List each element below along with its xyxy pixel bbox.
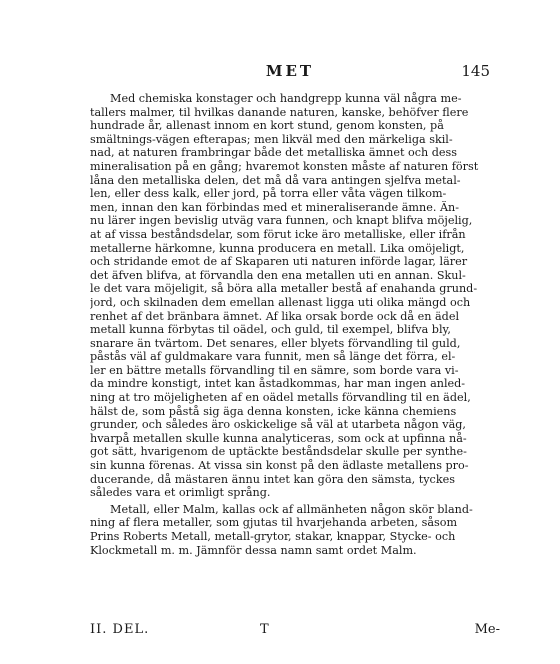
running-head: MET	[265, 62, 315, 80]
text-line: hälst de, som påstå sig äga denna konsten, icke känna chemiens	[90, 404, 457, 418]
text-line: le det vara möjeligit, så böra alla metaller bestå af enahanda grund-	[90, 282, 478, 296]
text-line: mineralisation på en gång; hvaremot konsten måste af naturen först	[90, 159, 479, 173]
signature-mark: II. DEL.	[90, 622, 150, 637]
text-line: nad, at naturen frambringar både det metalliska ämnet och dess	[90, 146, 458, 160]
text-line: nu lärer ingen bevislig utväg vara funnen, och knapt blifva möjelig,	[90, 214, 473, 228]
text-line: da mindre konstigt, intet kan åstadkommas, har man ingen anled-	[90, 377, 466, 391]
text-line: grunder, och således äro oskickelige så väl at utarbeta någon väg,	[90, 418, 466, 432]
text-line: jord, och skilnaden dem emellan allenast ligga uti olika mängd och	[90, 295, 471, 309]
text-line: således vara et orimligt språng.	[90, 486, 271, 500]
text-line: och stridande emot de af Skaparen uti naturen införde lagar, lärer	[90, 255, 468, 269]
text-line: smältnings-vägen efterapas; men likväl med den märkeliga skil-	[90, 132, 453, 146]
text-line: hvarpå metallen skulle kunna analyticeras, som ock at upfinna nå-	[90, 431, 467, 445]
text-line: men, innan den kan förbindas med et mineraliserande ämne. Än-	[90, 200, 460, 214]
text-line: ning at tro möjeligheten af en oädel metalls förvandling til en ädel,	[90, 391, 471, 405]
text-line: tallers malmer, til hvilkas danande naturen, kanske, behöfver flere	[90, 105, 469, 119]
text-line: påstås väl af guldmakare vara funnit, men så länge det förra, el-	[90, 350, 456, 364]
text-line: Klockmetall m. m. Jämnför dessa namn samt ordet Malm.	[90, 543, 417, 557]
text-line: snarare än tvärtom. Det senares, eller blyets förvandling til guld,	[90, 336, 461, 350]
page-number: 145	[461, 62, 490, 80]
page-header	[90, 62, 490, 82]
body-text	[90, 92, 490, 557]
catchword: Me-	[474, 622, 500, 637]
text-line: ler en bättre metalls förvandling til en sämre, som borde vara vi-	[90, 363, 459, 377]
gathering-mark: T	[260, 622, 269, 637]
paragraph-2	[90, 503, 490, 557]
text-line: len, eller dess kalk, eller jord, på torra eller våta vägen tilkom-	[90, 187, 447, 201]
paragraph-1	[90, 92, 490, 500]
text-line: ducerande, då mästaren ännu intet kan göra den sämsta, tyckes	[90, 472, 455, 486]
page-footer	[90, 622, 500, 640]
text-line: det äfven blifva, at förvandla den ena metallen uti en annan. Skul-	[90, 268, 466, 282]
text-line: Prins Roberts Metall, metall-grytor, stakar, knappar, Stycke- och	[90, 530, 456, 543]
text-line: ning af flera metaller, som gjutas til hvarjehanda arbeten, såsom	[90, 516, 458, 530]
text-line: at af vissa beståndsdelar, som förut icke äro metalliske, eller ifrån	[90, 227, 466, 241]
text-line: Med chemiska konstager och handgrepp kunna väl några me-	[110, 92, 462, 105]
text-line: sin kunna förenas. At vissa sin konst på den ädlaste metallens pro-	[90, 459, 469, 473]
text-line: låna den metalliska delen, det må då vara antingen sjelfva metal-	[90, 173, 461, 187]
text-line: metallerne härkomne, kunna producera en metall. Lika omöjeligt,	[90, 241, 465, 255]
text-line: Metall, eller Malm, kallas ock af allmänheten någon skör bland-	[110, 502, 473, 516]
text-line: renhet af det bränbara ämnet. Af lika orsak borde ock då en ädel	[90, 309, 460, 323]
text-line: hundrade år, allenast innom en kort stund, genom konsten, på	[90, 119, 444, 133]
text-line: metall kunna förbytas til oädel, och guld, til exempel, blifva bly,	[90, 323, 451, 337]
text-line: got sätt, hvarigenom de uptäckte beståndsdelar skulle per synthe-	[90, 445, 467, 459]
